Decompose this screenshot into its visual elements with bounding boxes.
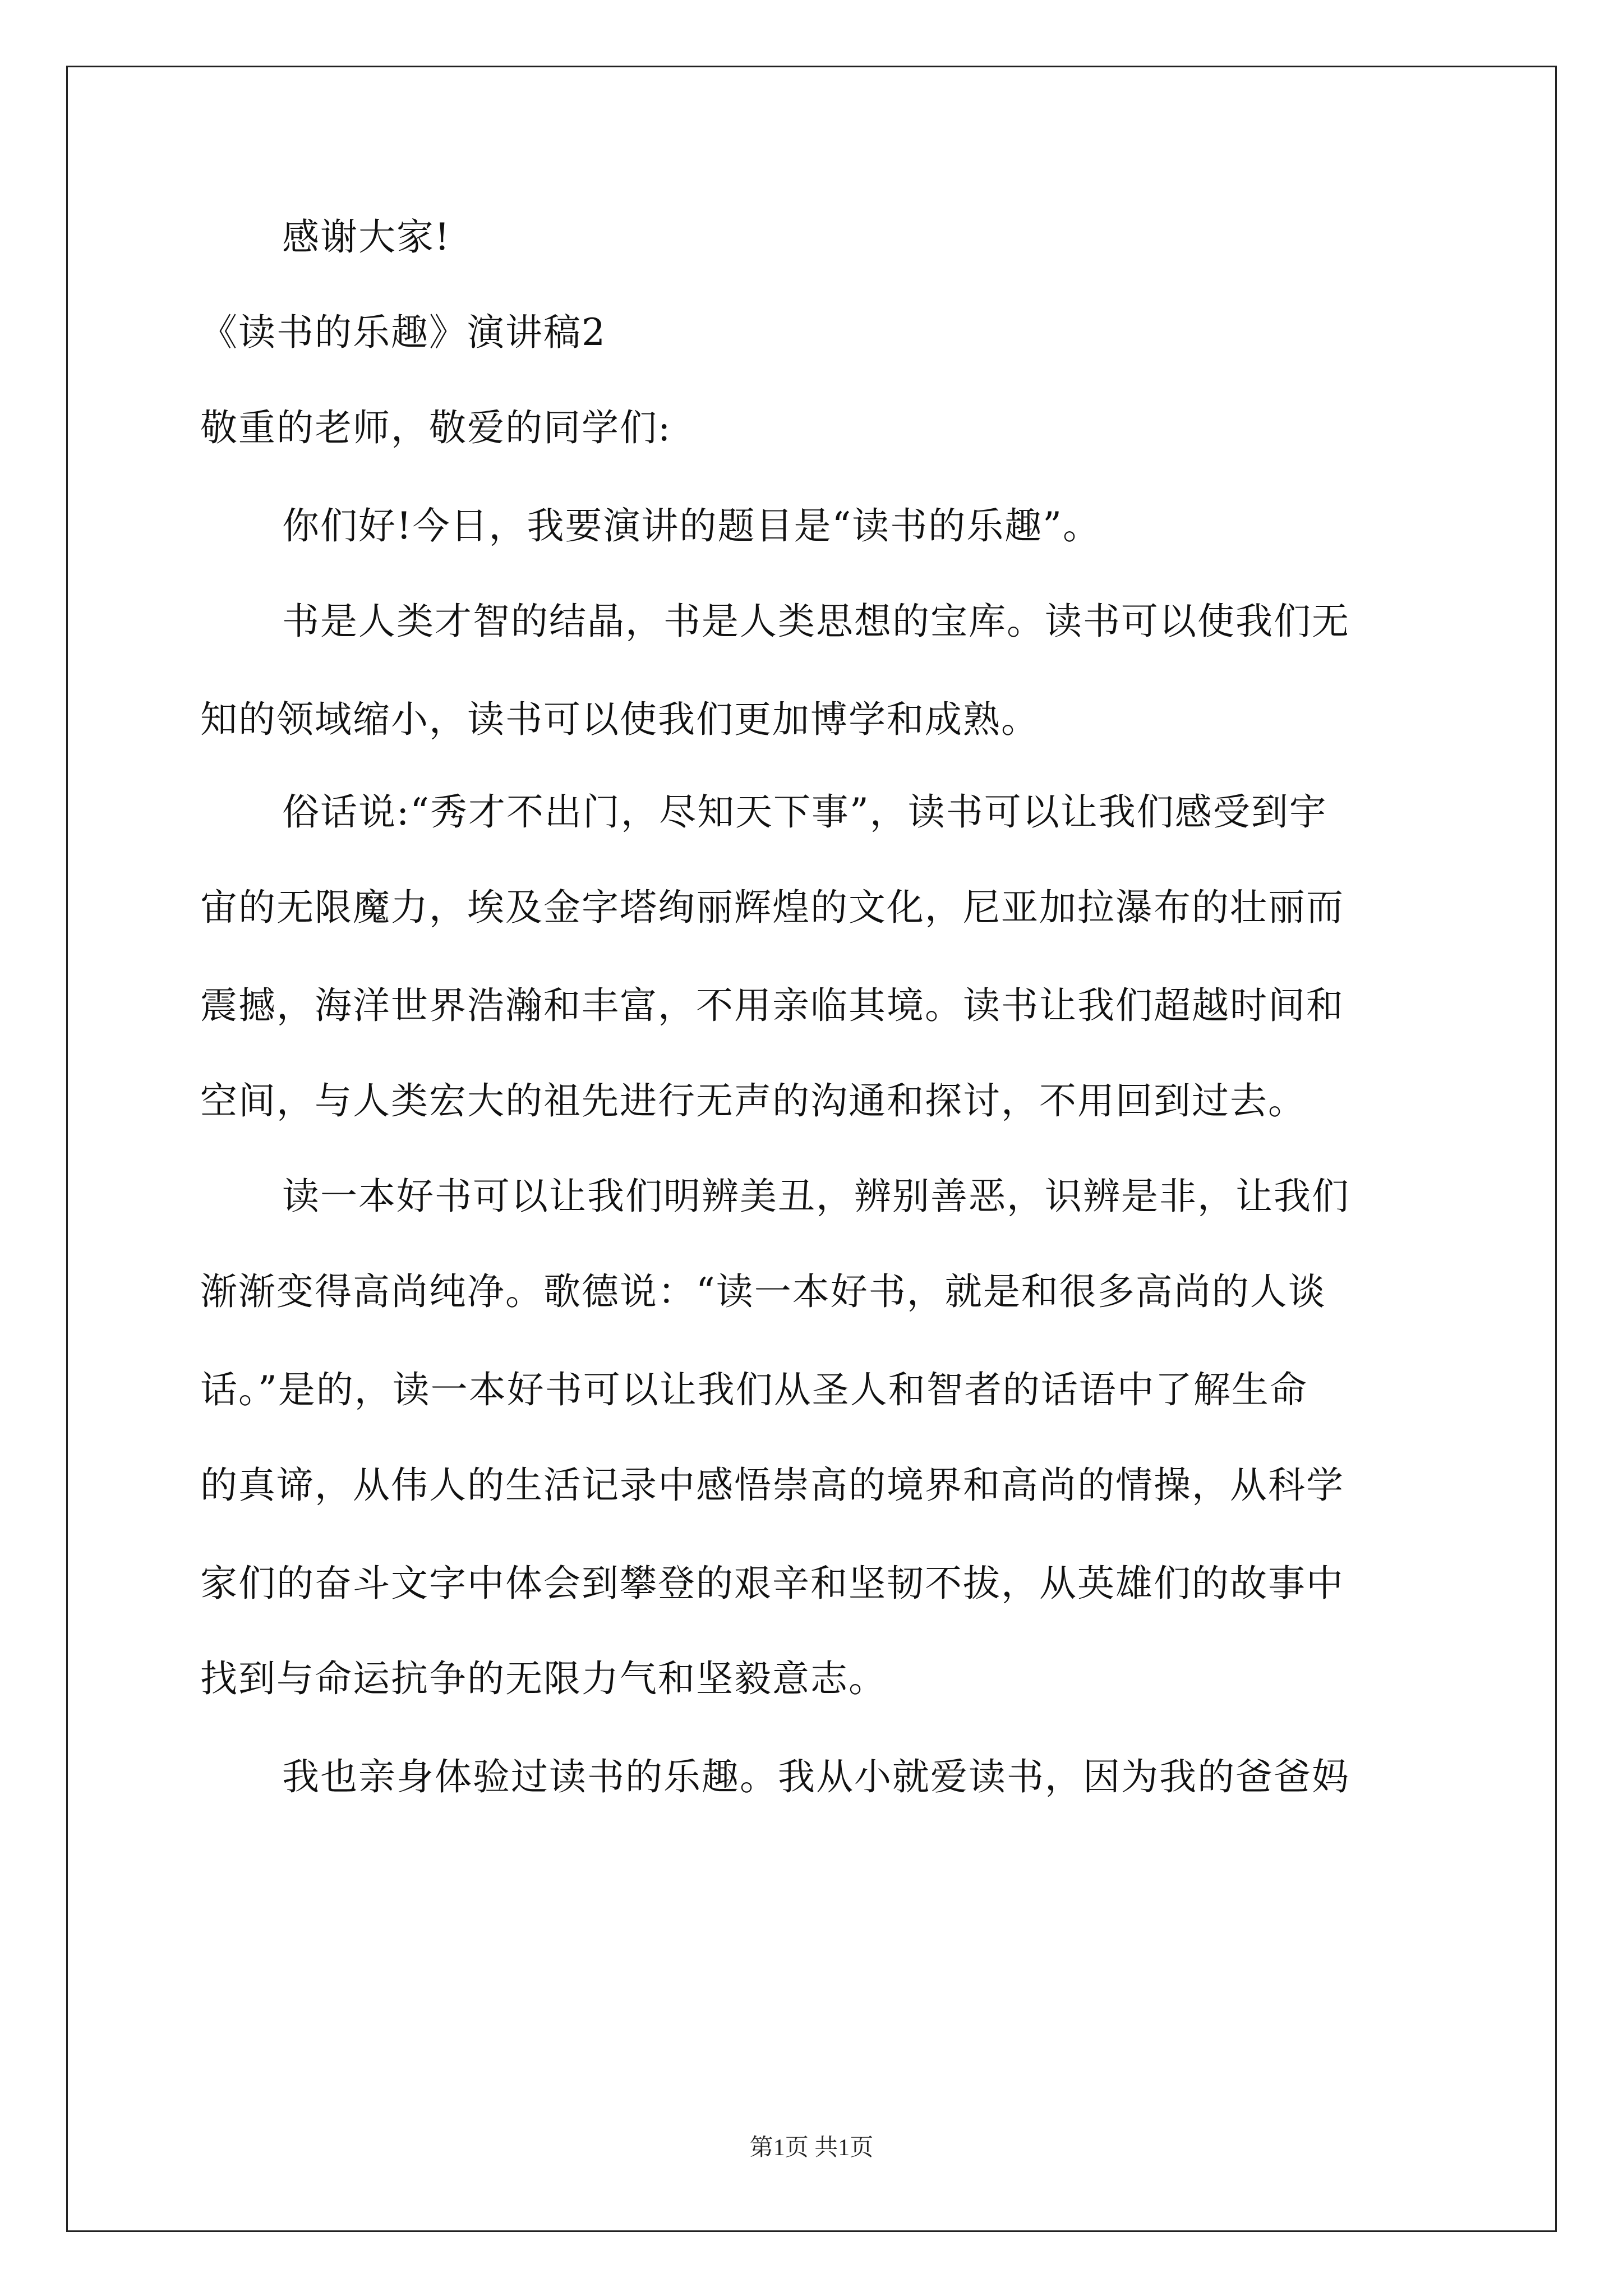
paragraph-first-line: 读一本好书可以让我们明辨美丑，辨别善恶，识辨是非，让我们 [282,1175,1350,1218]
paragraph-line: 《读书的乐趣》演讲稿2 [200,311,606,354]
paragraph-line: 空间，与人类宏大的祖先进行无声的沟通和探讨，不用回到过去。 [200,1079,1306,1122]
paragraph-first-line: 你们好!今日，我要演讲的题目是“读书的乐趣”。 [282,504,1101,547]
paragraph-first-line: 感谢大家! [282,215,451,259]
paragraph-line: 家们的奋斗文字中体会到攀登的艰辛和坚韧不拔，从英雄们的故事中 [200,1562,1344,1605]
paragraph-line: 知的领域缩小，读书可以使我们更加博学和成熟。 [200,698,1039,741]
paragraph-first-line: 书是人类才智的结晶，书是人类思想的宝库。读书可以使我们无 [282,600,1350,643]
paragraph-first-line: 俗话说:“秀才不出门，尽知天下事”，读书可以让我们感受到宇 [282,790,1327,834]
paragraph-line: 宙的无限魔力，埃及金字塔绚丽辉煌的文化，尼亚加拉瀑布的壮丽而 [200,886,1344,929]
paragraph-line: 敬重的老师，敬爱的同学们: [200,406,672,449]
paragraph-line: 找到与命运抗争的无限力气和坚毅意志。 [200,1657,887,1700]
paragraph-line: 话。”是的，读一本好书可以让我们从圣人和智者的话语中了解生命 [200,1368,1308,1411]
page-footer: 第1页 共1页 [749,2135,874,2161]
paragraph-line: 渐渐变得高尚纯净。歌德说：“读一本好书，就是和很多高尚的人谈 [200,1270,1326,1313]
paragraph-line: 震撼，海洋世界浩瀚和丰富，不用亲临其境。读书让我们超越时间和 [200,984,1344,1027]
paragraph-first-line: 我也亲身体验过读书的乐趣。我从小就爱读书，因为我的爸爸妈 [282,1755,1350,1798]
paragraph-line: 的真谛，从伟人的生活记录中感悟崇高的境界和高尚的情操，从科学 [200,1464,1344,1507]
page-border [66,66,1557,2232]
